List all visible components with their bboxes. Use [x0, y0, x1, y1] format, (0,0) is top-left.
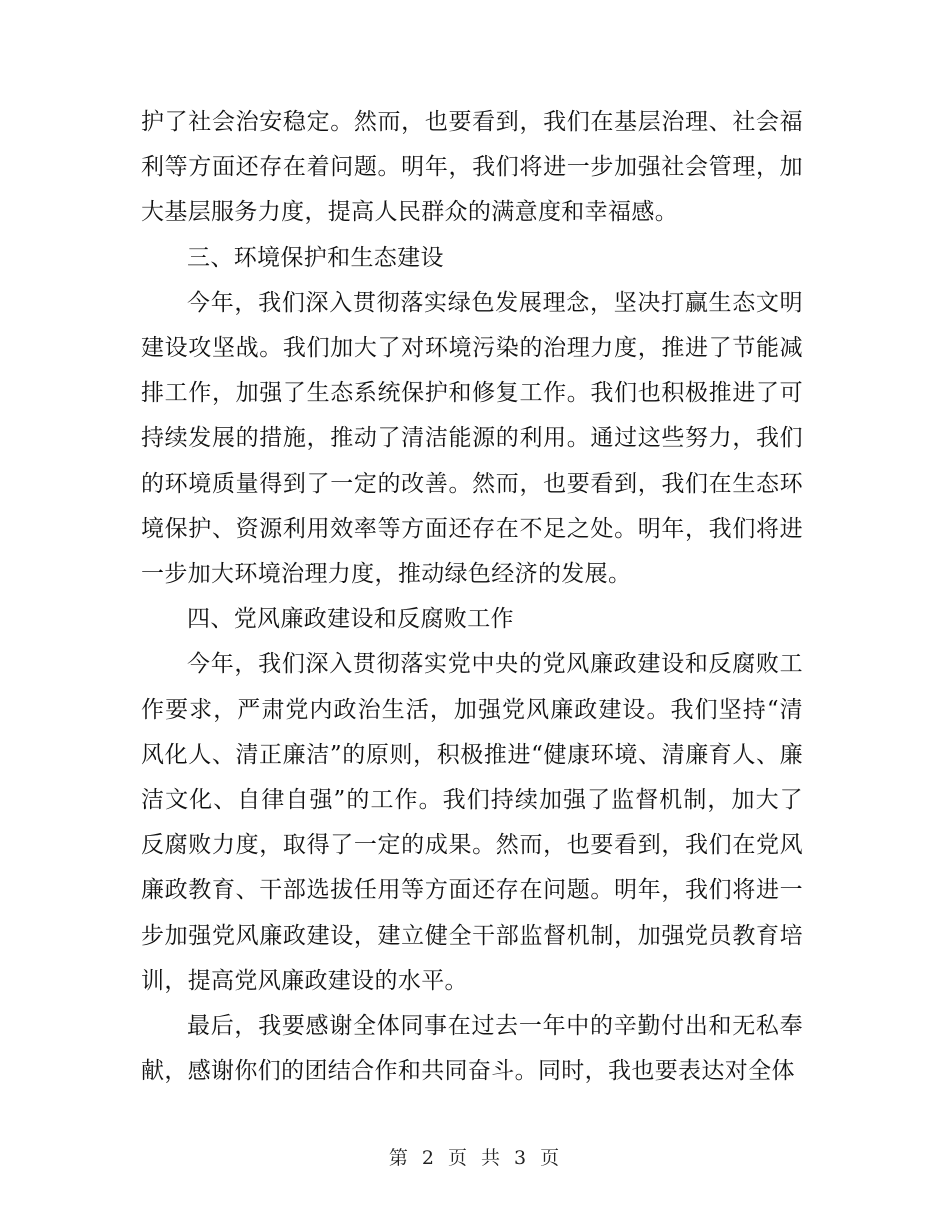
page-number-footer: 第 2 页 共 3 页: [388, 1147, 562, 1169]
document-body: [141, 100, 803, 1094]
paragraph-2: 今年，我们深入贯彻落实绿色发展理念，坚决打赢生态文明建设攻坚战。我们加大了对环境污染的治理力度，推进了节能减排工作，加强了生态系统保护和修复工作。我们也积极推进了可持续发展的措施，推动了清洁能源的利用。通过这些努力，我们的环境质量得到了一定的改善。然而，也要看到，我们在生态环境保护、资源利用效率等方面还存在不足之处。明年，我们将进一步加大环境治理力度，推动绿色经济的发展。: [141, 289, 803, 588]
section-heading-anticorruption: 四、党风廉政建设和反腐败工作: [187, 606, 514, 633]
paragraph-3: 今年，我们深入贯彻落实党中央的党风廉政建设和反腐败工作要求，严肃党内政治生活，加强党风廉政建设。我们坚持“清风化人、清正廉洁”的原则，积极推进“健康环境、清廉育人、廉洁文化、自律自强”的工作。我们持续加强了监督机制，加大了反腐败力度，取得了一定的成果。然而，也要看到，我们在党风廉政教育、干部选拔任用等方面还存在问题。明年，我们将进一步加强党风廉政建设，建立健全干部监督机制，加强党员教育培训，提高党风廉政建设的水平。: [141, 651, 803, 994]
section-heading-environment: 三、环境保护和生态建设: [187, 244, 444, 271]
paragraph-1: 护了社会治安稳定。然而，也要看到，我们在基层治理、社会福利等方面还存在着问题。明年，我们将进一步加强社会管理，加大基层服务力度，提高人民群众的满意度和幸福感。: [141, 109, 803, 226]
paragraph-4: 最后，我要感谢全体同事在过去一年中的辛勤付出和无私奉献，感谢你们的团结合作和共同奋斗。同时，我也要表达对全体: [141, 1013, 803, 1085]
